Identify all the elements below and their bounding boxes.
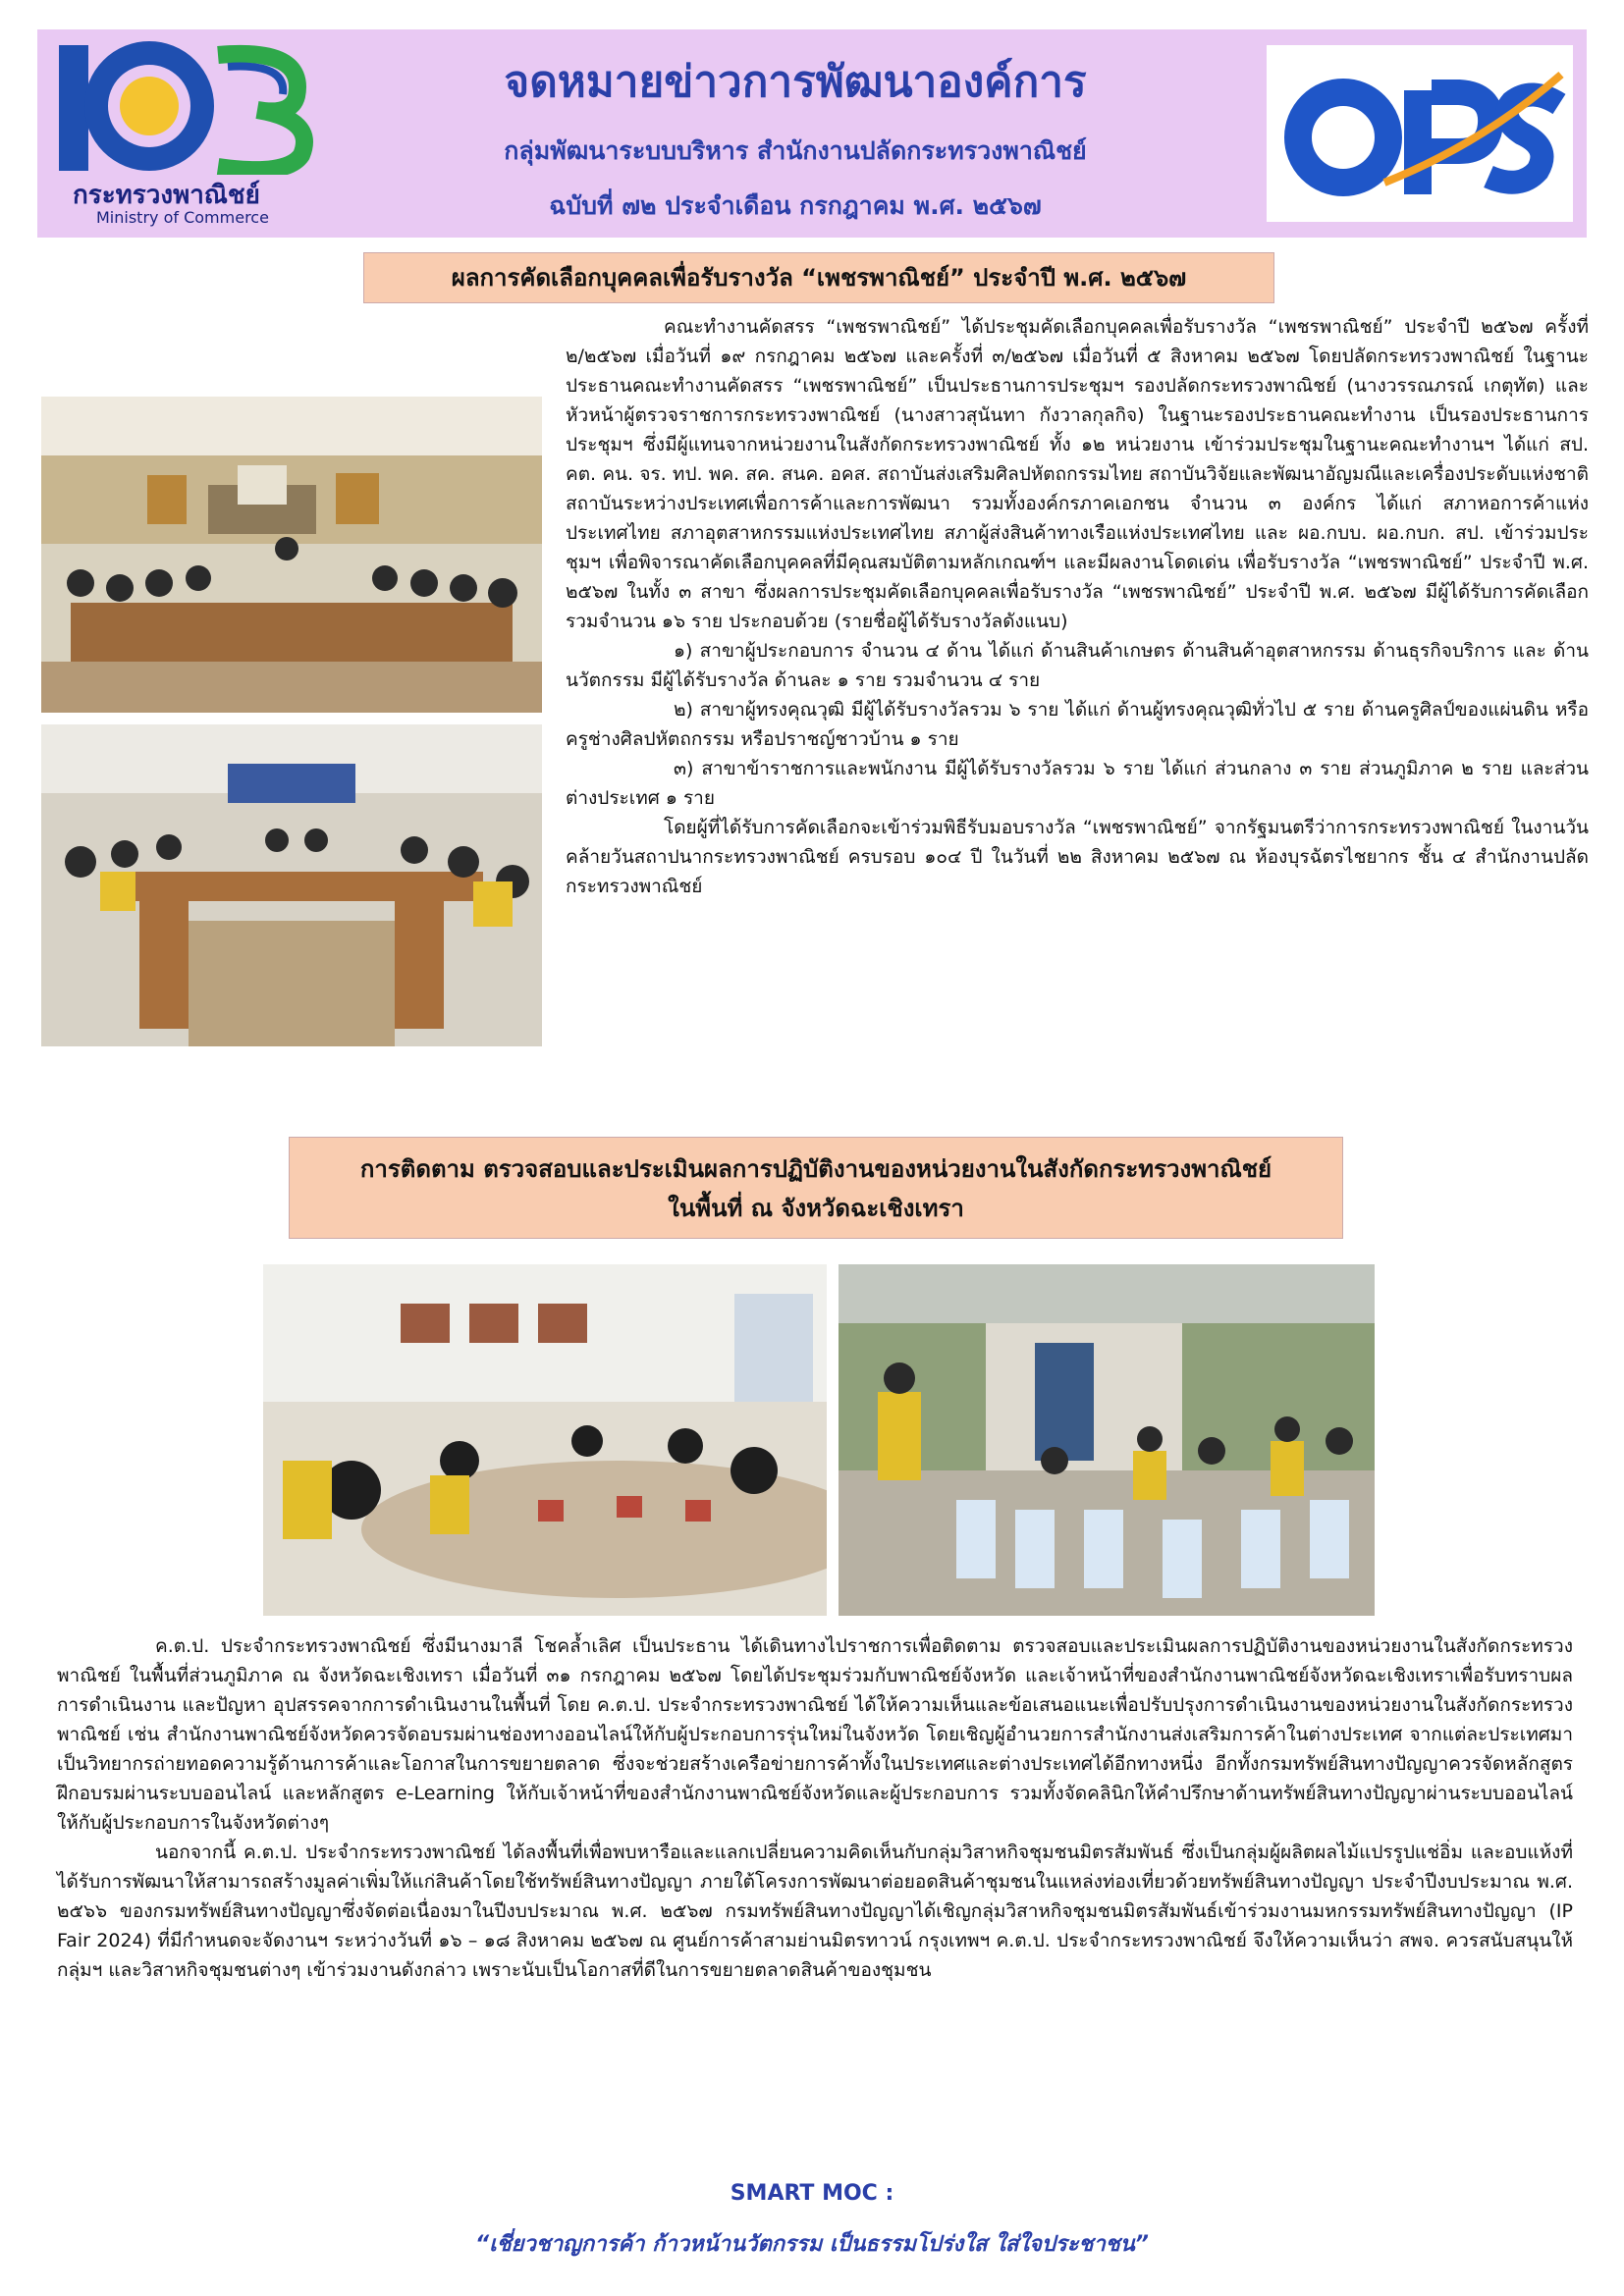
logo-ministry-english: Ministry of Commerce [96, 208, 269, 227]
section2-heading-line1: การติดตาม ตรวจสอบและประเมินผลการปฏิบัติงานของหน่วยงานในสังกัดกระทรวงพาณิชย์ [359, 1155, 1272, 1183]
section1-paragraph-4: ๓) สาขาข้าราชการและพนักงาน มีผู้ได้รับรางวัลรวม ๖ ราย ได้แก่ ส่วนกลาง ๓ ราย ส่วนภูมิภาค ๒ ราย และส่วนต่างประเทศ ๑ ราย [566, 758, 1589, 809]
newsletter-department: กลุ่มพัฒนาระบบบริหาร สำนักงานปลัดกระทรวงพาณิชย์ [504, 136, 1087, 165]
meeting-photo-2 [41, 724, 542, 1046]
section1-heading: ผลการคัดเลือกบุคคลเพื่อรับรางวัล “เพชรพาณิชย์” ประจำปี พ.ศ. ๒๕๖๗ [363, 252, 1274, 303]
section2-heading-line2: ในพื้นที่ ณ จังหวัดฉะเชิงเทรา [668, 1195, 964, 1222]
inspection-photo-2 [839, 1264, 1375, 1616]
section1-paragraph-2: ๑) สาขาผู้ประกอบการ จำนวน ๔ ด้าน ได้แก่ ด้านสินค้าเกษตร ด้านสินค้าอุตสาหกรรม ด้านธุรกิจบริการ และ ด้านนวัตกรรม มีผู้ได้รับรางวัล ด้านละ ๑ ราย รวมจำนวน ๔ ราย [566, 640, 1589, 691]
logo-103-graphic [51, 37, 336, 175]
ministry-103-logo [51, 37, 336, 234]
inspection-photo-1 [263, 1264, 827, 1616]
section1-paragraph-1: คณะทำงานคัดสรร “เพชรพาณิชย์” ได้ประชุมคัดเลือกบุคคลเพื่อรับรางวัล “เพชรพาณิชย์” ประจำปี ๒๕๖๗ ครั้งที่ ๒/๒๕๖๗ เมื่อวันที่ ๑๙ กรกฎาคม ๒๕๖๗ และครั้งที่ ๓/๒๕๖๗ เมื่อวันที่ ๕ สิงหาคม ๒๕๖๗ โดยปลัดกระทรวงพาณิชย์ ในฐานะประธานคณะทำงานคัดสรร “เพชรพาณิชย์” เป็นประธานการประชุมฯ รองปลัดกระทรวงพาณิชย์ (นางวรรณภรณ์ เกตุทัต) และหัวหน้าผู้ตรวจราชการกระทรวงพาณิชย์ (นางสาวสุนันทา กังวาลกุลกิจ) ในฐานะรองประธานคณะทำงาน เป็นรองประธานการประชุมฯ ซึ่งมีผู้แทนจากหน่วยงานในสังกัดกระทรวงพาณิชย์ ทั้ง ๑๒ หน่วยงาน เข้าร่วมประชุมในฐานะคณะทำงานฯ ได้แก่ สป. คต. คน. จร. ทป. พค. สค. สนค. อคส. สถาบันส่งเสริมศิลปหัตถกรรมไทย สถาบันวิจัยและพัฒนาอัญมณีและเครื่องประดับแห่งชาติ สถาบันระหว่างประเทศเพื่อการค้าและการพัฒนา รวมทั้งองค์กรภาคเอกชน จำนวน ๓ องค์กร ได้แก่ สภาหอการค้าแห่งประเทศไทย สภาอุตสาหกรรมแห่งประเทศไทย สภาผู้ส่งสินค้าทางเรือแห่งประเทศไทย และ ผอ.กบบ. ผอ.กบก. สป. เข้าร่วมประชุมฯ เพื่อพิจารณาคัดเลือกบุคคลที่มีคุณสมบัติตามหลักเกณฑ์ฯ และมีผลงานโดดเด่น เพื่อรับรางวัล “เพชรพาณิชย์” ประจำปี พ.ศ. ๒๕๖๗ ในทั้ง ๓ สาขา ซึ่งผลการประชุมคัดเลือกบุคคลเพื่อรับรางวัล “เพชรพาณิชย์” ประจำปี พ.ศ. ๒๕๖๗ มีผู้ได้รับการคัดเลือก รวมจำนวน ๑๖ ราย ประกอบด้วย (รายชื่อผู้ได้รับรางวัลดังแนบ) [566, 316, 1589, 632]
section2-paragraph-1: ค.ต.ป. ประจำกระทรวงพาณิชย์ ซึ่งมีนางมาลี โชคล้ำเลิศ เป็นประธาน ได้เดินทางไปราชการเพื่อติดตาม ตรวจสอบและประเมินผลการปฏิบัติงานของหน่วยงานในสังกัดกระทรวงพาณิชย์ ในพื้นที่ส่วนภูมิภาค ณ จังหวัดฉะเชิงเทรา เมื่อวันที่ ๓๑ กรกฎาคม ๒๕๖๗ โดยได้ประชุมร่วมกับพาณิชย์จังหวัด และเจ้าหน้าที่ของสำนักงานพาณิชย์จังหวัดฉะเชิงเทราเพื่อรับทราบผลการดำเนินงาน และปัญหา อุปสรรคจากการดำเนินงานในพื้นที่ โดย ค.ต.ป. ประจำกระทรวงพาณิชย์ ได้ให้ความเห็นและข้อเสนอแนะเพื่อปรับปรุงการดำเนินงานของหน่วยงานในสังกัดกระทรวงพาณิชย์ เช่น สำนักงานพาณิชย์จังหวัดควรจัดอบรมผ่านช่องทางออนไลน์ให้กับผู้ประกอบการรุ่นใหม่ในจังหวัด โดยเชิญผู้อำนวยการสำนักงานส่งเสริมการค้าในต่างประเทศ จากแต่ละประเทศมาเป็นวิทยากรถ่ายทอดความรู้ด้านการค้าและโอกาสในการขยายตลาด ซึ่งจะช่วยสร้างเครือข่ายการค้าทั้งในประเทศและต่างประเทศได้อีกทางหนึ่ง อีกทั้งกรมทรัพย์สินทางปัญญาควรจัดหลักสูตรฝึกอบรมผ่านระบบออนไลน์ และหลักสูตร e-Learning ให้กับเจ้าหน้าที่ของสำนักงานพาณิชย์จังหวัดและผู้ประกอบการ รวมทั้งจัดคลินิกให้คำปรึกษาด้านทรัพย์สินทางปัญญาผ่านระบบออนไลน์ให้กับผู้ประกอบการในจังหวัดต่างๆ [57, 1635, 1573, 1834]
ops-logo [1267, 45, 1573, 222]
section2-paragraph-2: นอกจากนี้ ค.ต.ป. ประจำกระทรวงพาณิชย์ ได้ลงพื้นที่เพื่อพบหารือและแลกเปลี่ยนความคิดเห็นกับกลุ่มวิสาหกิจชุมชนมิตรสัมพันธ์ ซึ่งเป็นกลุ่มผู้ผลิตผลไม้แปรรูปแช่อิ่ม และอบแห้งที่ได้รับการพัฒนาให้สามารถสร้างมูลค่าเพิ่มให้แก่สินค้าโดยใช้ทรัพย์สินทางปัญญา ภายใต้โครงการพัฒนาต่อยอดสินค้าชุมชนในแหล่งท่องเที่ยวด้วยทรัพย์สินทางปัญญา ประจำปีงบประมาณ พ.ศ. ๒๕๖๖ ของกรมทรัพย์สินทางปัญญาซึ่งจัดต่อเนื่องมาในปีงบประมาณ พ.ศ. ๒๕๖๗ กรมทรัพย์สินทางปัญญาได้เชิญกลุ่มวิสาหกิจชุมชนมิตรสัมพันธ์เข้าร่วมงานมหกรรมทรัพย์สินทางปัญญา (IP Fair 2024) ที่มีกำหนดจะจัดงานฯ ระหว่างวันที่ ๑๖ – ๑๘ สิงหาคม ๒๕๖๗ ณ ศูนย์การค้าสามย่านมิตรทาวน์ กรุงเทพฯ ค.ต.ป. ประจำกระทรวงพาณิชย์ จึงให้ความเห็นว่า สพจ. ควรสนับสนุนให้กลุ่มฯ และวิสาหกิจชุมชนต่างๆ เข้าร่วมงานดังกล่าว เพราะนับเป็นโอกาสที่ดีในการขยายตลาดสินค้าของชุมชน [57, 1842, 1573, 1981]
footer-slogan: “เชี่ยวชาญการค้า ก้าวหน้านวัตกรรม เป็นธรรมโปร่งใส ใส่ใจประชาชน” [475, 2232, 1149, 2257]
ops-logo-graphic [1267, 45, 1573, 222]
meeting-photo-1 [41, 397, 542, 713]
section1-paragraph-3: ๒) สาขาผู้ทรงคุณวุฒิ มีผู้ได้รับรางวัลรวม ๖ ราย ได้แก่ ด้านผู้ทรงคุณวุฒิทั่วไป ๕ ราย ด้านครูศิลป์ของแผ่นดิน หรือครูช่างศิลปหัตถกรรม หรือปราชญ์ชาวบ้าน ๑ ราย [566, 699, 1589, 750]
section1-body [566, 312, 1589, 901]
logo-ministry-thai: กระทรวงพาณิชย์ [73, 181, 260, 210]
section2-heading [289, 1137, 1343, 1239]
footer-smart-moc: SMART MOC : [730, 2181, 894, 2206]
section2-body [57, 1631, 1573, 1985]
newsletter-issue: ฉบับที่ ๗๒ ประจำเดือน กรกฎาคม พ.ศ. ๒๕๖๗ [549, 191, 1042, 220]
newsletter-title: จดหมายข่าวการพัฒนาองค์การ [504, 57, 1087, 107]
section1-paragraph-5: โดยผู้ที่ได้รับการคัดเลือกจะเข้าร่วมพิธีรับมอบรางวัล “เพชรพาณิชย์” จากรัฐมนตรีว่าการกระทรวงพาณิชย์ ในงานวันคล้ายวันสถาปนากระทรวงพาณิชย์ ครบรอบ ๑๐๔ ปี ในวันที่ ๒๒ สิงหาคม ๒๕๖๗ ณ ห้องบุรฉัตรไชยากร ชั้น ๔ สำนักงานปลัดกระทรวงพาณิชย์ [566, 817, 1589, 897]
